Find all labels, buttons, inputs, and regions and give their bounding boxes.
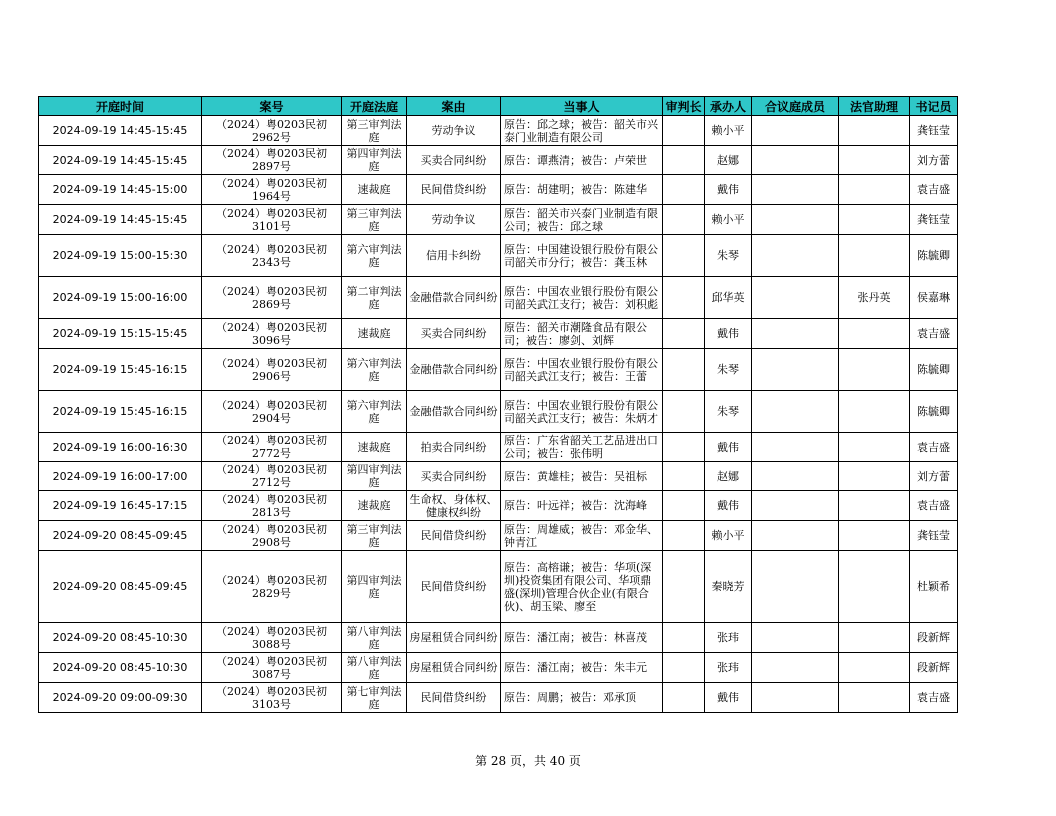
case-cause-cell: 买卖合同纠纷: [407, 319, 501, 349]
courtroom-cell: 第六审判法庭: [342, 235, 407, 277]
handling-judge-cell: 赖小平: [705, 116, 752, 146]
chief-judge-cell: [663, 349, 705, 391]
table-row: [39, 623, 958, 653]
table-row: [39, 491, 958, 521]
clerk-cell: 侯嘉琳: [910, 277, 958, 319]
clerk-cell: 段新辉: [910, 623, 958, 653]
panel-members-cell: [752, 433, 839, 462]
col-header-assistant: 法官助理: [839, 97, 910, 116]
panel-members-cell: [752, 491, 839, 521]
parties-cell: 原告：周雄威；被告：邓金华、钟青江: [501, 521, 663, 551]
judge-assistant-cell: [839, 551, 910, 623]
panel-members-cell: [752, 349, 839, 391]
parties-cell: 原告：高榕谦；被告：华项(深圳)投资集团有限公司、华项鼎盛(深圳)管理合伙企业(有限合伙)、胡玉梁、廖至: [501, 551, 663, 623]
judge-assistant-cell: [839, 623, 910, 653]
hearing-time-cell: 2024-09-19 16:00-16:30: [39, 433, 202, 462]
clerk-cell: 陈毓卿: [910, 235, 958, 277]
courtroom-cell: 第三审判法庭: [342, 116, 407, 146]
table-row: [39, 391, 958, 433]
header-row: [39, 97, 958, 116]
parties-cell: 原告：潘江南；被告：林喜茂: [501, 623, 663, 653]
case-number-cell: （2024）粤0203民初3087号: [202, 653, 342, 683]
panel-members-cell: [752, 391, 839, 433]
hearing-time-cell: 2024-09-19 15:45-16:15: [39, 391, 202, 433]
courtroom-cell: 第四审判法庭: [342, 462, 407, 491]
parties-cell: 原告：韶关市兴泰门业制造有限公司；被告：邱之球: [501, 205, 663, 235]
handling-judge-cell: 赖小平: [705, 521, 752, 551]
courtroom-cell: 第七审判法庭: [342, 683, 407, 713]
parties-cell: 原告：中国农业银行股份有限公司韶关武江支行；被告：朱炳才: [501, 391, 663, 433]
parties-cell: 原告：中国农业银行股份有限公司韶关武江支行；被告：王蕾: [501, 349, 663, 391]
chief-judge-cell: [663, 116, 705, 146]
handling-judge-cell: 戴伟: [705, 683, 752, 713]
courtroom-cell: 第八审判法庭: [342, 653, 407, 683]
col-header-handler: 承办人: [705, 97, 752, 116]
panel-members-cell: [752, 653, 839, 683]
case-number-cell: （2024）粤0203民初2897号: [202, 146, 342, 175]
clerk-cell: 龚钰莹: [910, 205, 958, 235]
handling-judge-cell: 张玮: [705, 653, 752, 683]
judge-assistant-cell: [839, 319, 910, 349]
chief-judge-cell: [663, 683, 705, 713]
table-row: [39, 462, 958, 491]
panel-members-cell: [752, 462, 839, 491]
chief-judge-cell: [663, 551, 705, 623]
case-number-cell: （2024）粤0203民初1964号: [202, 175, 342, 205]
case-number-cell: （2024）粤0203民初3096号: [202, 319, 342, 349]
table-row: [39, 551, 958, 623]
hearing-time-cell: 2024-09-19 15:15-15:45: [39, 319, 202, 349]
case-cause-cell: 买卖合同纠纷: [407, 462, 501, 491]
parties-cell: 原告：中国农业银行股份有限公司韶关武江支行；被告：刘积彪: [501, 277, 663, 319]
courtroom-cell: 第四审判法庭: [342, 551, 407, 623]
page-number: 第 28 页，共 40 页: [475, 754, 581, 768]
hearing-time-cell: 2024-09-19 15:00-16:00: [39, 277, 202, 319]
chief-judge-cell: [663, 521, 705, 551]
parties-cell: 原告：胡建明；被告：陈建华: [501, 175, 663, 205]
case-cause-cell: 劳动争议: [407, 205, 501, 235]
courtroom-cell: 第六审判法庭: [342, 391, 407, 433]
clerk-cell: 袁吉盛: [910, 319, 958, 349]
chief-judge-cell: [663, 623, 705, 653]
panel-members-cell: [752, 623, 839, 653]
chief-judge-cell: [663, 235, 705, 277]
col-header-time: 开庭时间: [39, 97, 202, 116]
case-cause-cell: 生命权、身体权、健康权纠纷: [407, 491, 501, 521]
case-cause-cell: 金融借款合同纠纷: [407, 349, 501, 391]
table-row: [39, 653, 958, 683]
table-row: [39, 235, 958, 277]
case-cause-cell: 房屋租赁合同纠纷: [407, 653, 501, 683]
chief-judge-cell: [663, 391, 705, 433]
judge-assistant-cell: [839, 235, 910, 277]
table-row: [39, 205, 958, 235]
panel-members-cell: [752, 319, 839, 349]
table-row: [39, 349, 958, 391]
panel-members-cell: [752, 175, 839, 205]
hearing-time-cell: 2024-09-19 14:45-15:00: [39, 175, 202, 205]
handling-judge-cell: 戴伟: [705, 175, 752, 205]
case-number-cell: （2024）粤0203民初2772号: [202, 433, 342, 462]
courtroom-cell: 速裁庭: [342, 433, 407, 462]
table-row: [39, 683, 958, 713]
chief-judge-cell: [663, 205, 705, 235]
panel-members-cell: [752, 683, 839, 713]
courtroom-cell: 第四审判法庭: [342, 146, 407, 175]
courtroom-cell: 速裁庭: [342, 319, 407, 349]
case-cause-cell: 拍卖合同纠纷: [407, 433, 501, 462]
col-header-chief-judge: 审判长: [663, 97, 705, 116]
parties-cell: 原告：广东省韶关工艺品进出口公司；被告：张伟明: [501, 433, 663, 462]
case-number-cell: （2024）粤0203民初2829号: [202, 551, 342, 623]
clerk-cell: 龚钰莹: [910, 116, 958, 146]
judge-assistant-cell: [839, 116, 910, 146]
case-cause-cell: 金融借款合同纠纷: [407, 277, 501, 319]
clerk-cell: 陈毓卿: [910, 391, 958, 433]
handling-judge-cell: 戴伟: [705, 491, 752, 521]
judge-assistant-cell: [839, 175, 910, 205]
case-number-cell: （2024）粤0203民初2813号: [202, 491, 342, 521]
chief-judge-cell: [663, 462, 705, 491]
judge-assistant-cell: [839, 391, 910, 433]
case-number-cell: （2024）粤0203民初2712号: [202, 462, 342, 491]
clerk-cell: 袁吉盛: [910, 491, 958, 521]
clerk-cell: 袁吉盛: [910, 175, 958, 205]
chief-judge-cell: [663, 319, 705, 349]
clerk-cell: 刘方蕾: [910, 462, 958, 491]
case-cause-cell: 民间借贷纠纷: [407, 683, 501, 713]
courtroom-cell: 第二审判法庭: [342, 277, 407, 319]
courtroom-cell: 速裁庭: [342, 491, 407, 521]
hearing-time-cell: 2024-09-19 14:45-15:45: [39, 205, 202, 235]
judge-assistant-cell: 张丹英: [839, 277, 910, 319]
hearing-time-cell: 2024-09-19 16:00-17:00: [39, 462, 202, 491]
col-header-panel: 合议庭成员: [752, 97, 839, 116]
col-header-case-no: 案号: [202, 97, 342, 116]
parties-cell: 原告：中国建设银行股份有限公司韶关市分行；被告：龚玉林: [501, 235, 663, 277]
clerk-cell: 杜颖希: [910, 551, 958, 623]
panel-members-cell: [752, 235, 839, 277]
case-cause-cell: 民间借贷纠纷: [407, 175, 501, 205]
case-cause-cell: 买卖合同纠纷: [407, 146, 501, 175]
judge-assistant-cell: [839, 205, 910, 235]
hearing-schedule-table: [38, 96, 958, 713]
case-number-cell: （2024）粤0203民初2869号: [202, 277, 342, 319]
courtroom-cell: 速裁庭: [342, 175, 407, 205]
table-row: [39, 433, 958, 462]
hearing-time-cell: 2024-09-20 08:45-10:30: [39, 623, 202, 653]
hearing-time-cell: 2024-09-19 14:45-15:45: [39, 116, 202, 146]
hearing-time-cell: 2024-09-20 08:45-10:30: [39, 653, 202, 683]
col-header-clerk: 书记员: [910, 97, 958, 116]
handling-judge-cell: 张玮: [705, 623, 752, 653]
handling-judge-cell: 秦晓芳: [705, 551, 752, 623]
clerk-cell: 陈毓卿: [910, 349, 958, 391]
hearing-time-cell: 2024-09-19 16:45-17:15: [39, 491, 202, 521]
clerk-cell: 刘方蕾: [910, 146, 958, 175]
handling-judge-cell: 戴伟: [705, 319, 752, 349]
judge-assistant-cell: [839, 462, 910, 491]
case-cause-cell: 房屋租赁合同纠纷: [407, 623, 501, 653]
judge-assistant-cell: [839, 349, 910, 391]
case-cause-cell: 信用卡纠纷: [407, 235, 501, 277]
chief-judge-cell: [663, 653, 705, 683]
case-number-cell: （2024）粤0203民初2904号: [202, 391, 342, 433]
handling-judge-cell: 赵娜: [705, 146, 752, 175]
parties-cell: 原告：周鹏；被告：邓承顶: [501, 683, 663, 713]
clerk-cell: 袁吉盛: [910, 683, 958, 713]
handling-judge-cell: 戴伟: [705, 433, 752, 462]
handling-judge-cell: 邱华英: [705, 277, 752, 319]
clerk-cell: 段新辉: [910, 653, 958, 683]
case-number-cell: （2024）粤0203民初2908号: [202, 521, 342, 551]
chief-judge-cell: [663, 277, 705, 319]
judge-assistant-cell: [839, 491, 910, 521]
table-row: [39, 521, 958, 551]
parties-cell: 原告：叶远祥；被告：沈海峰: [501, 491, 663, 521]
chief-judge-cell: [663, 491, 705, 521]
hearing-time-cell: 2024-09-19 14:45-15:45: [39, 146, 202, 175]
panel-members-cell: [752, 116, 839, 146]
parties-cell: 原告：黄雄桂；被告：吴祖标: [501, 462, 663, 491]
col-header-cause: 案由: [407, 97, 501, 116]
case-number-cell: （2024）粤0203民初3088号: [202, 623, 342, 653]
courtroom-cell: 第三审判法庭: [342, 205, 407, 235]
panel-members-cell: [752, 521, 839, 551]
handling-judge-cell: 朱琴: [705, 235, 752, 277]
case-cause-cell: 民间借贷纠纷: [407, 521, 501, 551]
case-cause-cell: 金融借款合同纠纷: [407, 391, 501, 433]
clerk-cell: 龚钰莹: [910, 521, 958, 551]
case-number-cell: （2024）粤0203民初2343号: [202, 235, 342, 277]
chief-judge-cell: [663, 433, 705, 462]
col-header-parties: 当事人: [501, 97, 663, 116]
parties-cell: 原告：潘江南；被告：朱丰元: [501, 653, 663, 683]
hearing-time-cell: 2024-09-19 15:00-15:30: [39, 235, 202, 277]
handling-judge-cell: 赖小平: [705, 205, 752, 235]
chief-judge-cell: [663, 175, 705, 205]
panel-members-cell: [752, 205, 839, 235]
judge-assistant-cell: [839, 521, 910, 551]
judge-assistant-cell: [839, 146, 910, 175]
table-row: [39, 146, 958, 175]
case-cause-cell: 劳动争议: [407, 116, 501, 146]
handling-judge-cell: 赵娜: [705, 462, 752, 491]
chief-judge-cell: [663, 146, 705, 175]
table-row: [39, 319, 958, 349]
panel-members-cell: [752, 551, 839, 623]
judge-assistant-cell: [839, 683, 910, 713]
hearing-time-cell: 2024-09-20 09:00-09:30: [39, 683, 202, 713]
col-header-court: 开庭法庭: [342, 97, 407, 116]
hearing-time-cell: 2024-09-20 08:45-09:45: [39, 551, 202, 623]
judge-assistant-cell: [839, 433, 910, 462]
handling-judge-cell: 朱琴: [705, 391, 752, 433]
parties-cell: 原告：邱之球；被告：韶关市兴泰门业制造有限公司: [501, 116, 663, 146]
table-row: [39, 277, 958, 319]
clerk-cell: 袁吉盛: [910, 433, 958, 462]
courtroom-cell: 第八审判法庭: [342, 623, 407, 653]
case-number-cell: （2024）粤0203民初3103号: [202, 683, 342, 713]
courtroom-cell: 第六审判法庭: [342, 349, 407, 391]
case-number-cell: （2024）粤0203民初2906号: [202, 349, 342, 391]
panel-members-cell: [752, 146, 839, 175]
panel-members-cell: [752, 277, 839, 319]
table-row: [39, 175, 958, 205]
case-cause-cell: 民间借贷纠纷: [407, 551, 501, 623]
hearing-time-cell: 2024-09-20 08:45-09:45: [39, 521, 202, 551]
judge-assistant-cell: [839, 653, 910, 683]
case-number-cell: （2024）粤0203民初3101号: [202, 205, 342, 235]
parties-cell: 原告：谭燕清；被告：卢荣世: [501, 146, 663, 175]
courtroom-cell: 第三审判法庭: [342, 521, 407, 551]
parties-cell: 原告：韶关市潮隆食品有限公司；被告：廖剑、刘辉: [501, 319, 663, 349]
table-row: [39, 116, 958, 146]
handling-judge-cell: 朱琴: [705, 349, 752, 391]
hearing-time-cell: 2024-09-19 15:45-16:15: [39, 349, 202, 391]
case-number-cell: （2024）粤0203民初2962号: [202, 116, 342, 146]
